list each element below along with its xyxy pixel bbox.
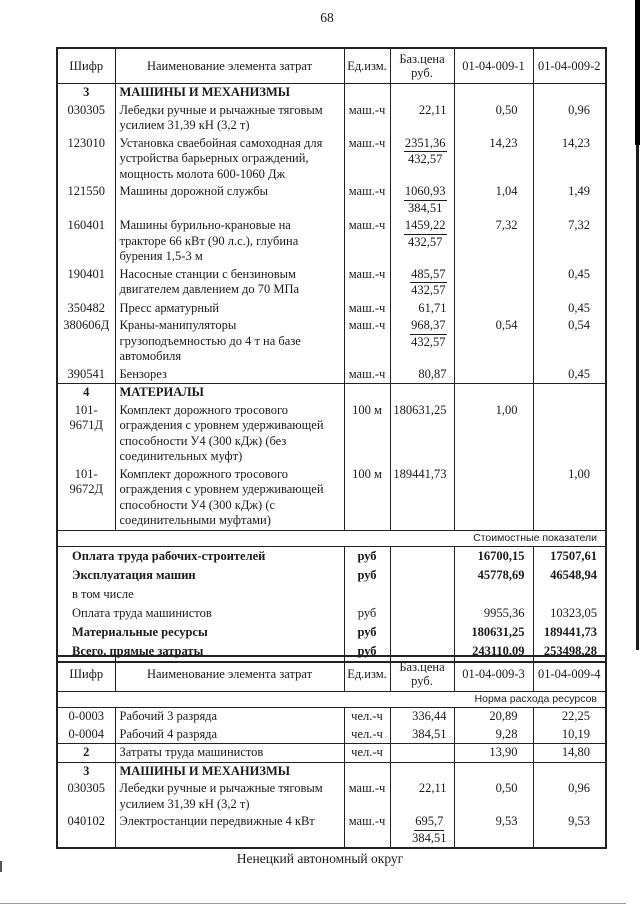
header-norm-1: 01-04-009-1 xyxy=(454,48,533,84)
cell-value-2: 0,54 xyxy=(533,317,606,366)
table-row xyxy=(57,266,606,300)
cell-unit: маш.-ч xyxy=(344,317,390,366)
cell-code: 101-9671Д xyxy=(57,402,115,466)
cell-name: Лебедки ручные и рычажные тяговым усилием 31,39 кН (3,2 т) xyxy=(115,780,344,813)
table-row xyxy=(57,102,606,135)
section-row-materials xyxy=(57,384,606,402)
cell-code: 030305 xyxy=(57,780,115,813)
cell-value-2 xyxy=(533,384,606,402)
summary-row xyxy=(57,566,606,585)
cell-value-2: 17507,61 xyxy=(533,546,606,566)
cell-value-1: 45778,69 xyxy=(454,566,533,585)
table-row xyxy=(57,300,606,318)
price-numerator: 968,37 xyxy=(410,318,446,335)
table2-header-row xyxy=(57,656,606,692)
cell-code: 380606Д xyxy=(57,317,115,366)
cell-value-1 xyxy=(454,466,533,531)
table-row xyxy=(57,217,606,266)
cell-value-2: 0,45 xyxy=(533,366,606,384)
cell-unit: маш.-ч xyxy=(344,366,390,384)
price-fraction xyxy=(410,318,446,350)
cell-price xyxy=(390,135,454,184)
cell-value-1 xyxy=(454,384,533,402)
cost-indicators-band-row xyxy=(57,530,606,546)
cell-price xyxy=(390,84,454,102)
cell-unit: чел.-ч xyxy=(344,726,390,744)
table-row xyxy=(57,813,606,848)
table-row xyxy=(57,183,606,217)
price-fraction xyxy=(410,267,446,299)
cell-code: 0-0003 xyxy=(57,708,115,726)
cell-value-2: 1,49 xyxy=(533,183,606,217)
norm-band: Норма расхода ресурсов xyxy=(57,692,606,708)
cell-value-1 xyxy=(454,266,533,300)
cell-price xyxy=(390,744,454,763)
cell-name: Машины дорожной службы xyxy=(115,183,344,217)
cell-value-1 xyxy=(454,762,533,780)
cell-value-2: 14,80 xyxy=(533,744,606,763)
cell-value-1: 243110,09 xyxy=(454,642,533,662)
table-row xyxy=(57,708,606,726)
header-code: Шифр xyxy=(57,48,115,84)
cell-value-2: 0,96 xyxy=(533,102,606,135)
scan-edge-artifact-mid xyxy=(636,145,639,650)
cell-name: Комплект дорожного тросового ограждения с уровнем удерживающей способности У4 (300 кДж) (без соединительных муфт) xyxy=(115,402,344,466)
header-norm-3: 01-04-009-3 xyxy=(454,656,533,692)
cell-name: Установка сваебойная самоходная для устройства барьерных ограждений, мощность молота 600-1060 Дж xyxy=(115,135,344,184)
cell-unit: маш.-ч xyxy=(344,183,390,217)
cell-price xyxy=(390,566,454,585)
cell-unit: чел.-ч xyxy=(344,744,390,763)
header-price: Баз.цена руб. xyxy=(390,48,454,84)
summary-row xyxy=(57,585,606,604)
cell-code: 121550 xyxy=(57,183,115,217)
cell-name: Краны-манипуляторы грузоподъемностью до 4 т на базе автомобиля xyxy=(115,317,344,366)
header-name: Наименование элемента затрат xyxy=(115,656,344,692)
cell-name: Комплект дорожного тросового ограждения с уровнем удерживающей способности У4 (300 кДж) (с соединительными муфтами) xyxy=(115,466,344,531)
cell-value-1: 9955,36 xyxy=(454,604,533,623)
cell-price: 336,44 xyxy=(390,708,454,726)
cell-unit: 100 м xyxy=(344,402,390,466)
cell-unit: руб xyxy=(344,623,390,642)
cell-name: Бензорез xyxy=(115,366,344,384)
cell-code: 040102 xyxy=(57,813,115,848)
cell-name: МАШИНЫ И МЕХАНИЗМЫ xyxy=(115,84,344,102)
cell-unit: чел.-ч xyxy=(344,708,390,726)
cell-unit: руб xyxy=(344,642,390,662)
header-code: Шифр xyxy=(57,656,115,692)
price-numerator: 695,7 xyxy=(414,814,444,831)
price-denominator: 384,51 xyxy=(412,830,447,845)
summary-label: Всего, прямые затраты xyxy=(57,642,344,662)
cell-value-2: 0,45 xyxy=(533,300,606,318)
summary-label: Материальные ресурсы xyxy=(57,623,344,642)
cell-value-1: 1,00 xyxy=(454,402,533,466)
header-unit: Ед.изм. xyxy=(344,48,390,84)
cell-unit: маш.-ч xyxy=(344,813,390,848)
table-row xyxy=(57,135,606,184)
cell-code: 350482 xyxy=(57,300,115,318)
cell-unit xyxy=(344,384,390,402)
cell-value-2 xyxy=(533,585,606,604)
cell-price xyxy=(390,762,454,780)
cell-value-2 xyxy=(533,84,606,102)
cell-name: Лебедки ручные и рычажные тяговым усилием 31,39 кН (3,2 т) xyxy=(115,102,344,135)
price-fraction xyxy=(412,814,446,846)
cell-code: 030305 xyxy=(57,102,115,135)
cell-value-1: 9,28 xyxy=(454,726,533,744)
cell-price: 384,51 xyxy=(390,726,454,744)
cell-name: Рабочий 3 разряда xyxy=(115,708,344,726)
cell-price xyxy=(390,384,454,402)
header-price: Баз.цена руб. xyxy=(390,656,454,692)
cell-code: 3 xyxy=(57,762,115,780)
section-row-operators xyxy=(57,744,606,763)
cell-unit: маш.-ч xyxy=(344,266,390,300)
cost-table-2 xyxy=(56,655,607,849)
cell-value-2: 46548,94 xyxy=(533,566,606,585)
cell-value-1: 20,89 xyxy=(454,708,533,726)
cell-price: 61,71 xyxy=(390,300,454,318)
section-row-machines xyxy=(57,762,606,780)
cell-value-2: 1,00 xyxy=(533,466,606,531)
cell-name: Рабочий 4 разряда xyxy=(115,726,344,744)
cell-code: 390541 xyxy=(57,366,115,384)
table-row xyxy=(57,780,606,813)
cell-price: 22,11 xyxy=(390,102,454,135)
cell-code: 0-0004 xyxy=(57,726,115,744)
cell-value-1: 16700,15 xyxy=(454,546,533,566)
summary-label: Эксплуатация машин xyxy=(57,566,344,585)
price-denominator: 432,57 xyxy=(411,283,446,297)
cell-unit xyxy=(344,585,390,604)
table1-header-row xyxy=(57,48,606,84)
price-denominator: 432,57 xyxy=(411,334,446,349)
cell-price: 189441,73 xyxy=(390,466,454,531)
cell-price xyxy=(390,183,454,217)
cell-value-2: 253498,28 xyxy=(533,642,606,662)
cell-value-1: 180631,25 xyxy=(454,623,533,642)
cell-price xyxy=(390,317,454,366)
price-denominator: 432,57 xyxy=(408,234,443,249)
cell-unit: маш.-ч xyxy=(344,217,390,266)
cell-value-2: 9,53 xyxy=(533,813,606,848)
cell-price: 22,11 xyxy=(390,780,454,813)
cell-value-1: 13,90 xyxy=(454,744,533,763)
cell-unit: маш.-ч xyxy=(344,300,390,318)
cell-name: Затраты труда машинистов xyxy=(115,744,344,763)
cell-value-2: 189441,73 xyxy=(533,623,606,642)
scan-edge-artifact-top xyxy=(635,0,640,145)
cell-value-1: 9,53 xyxy=(454,813,533,848)
cell-value-1: 7,32 xyxy=(454,217,533,266)
cell-price xyxy=(390,266,454,300)
table-row xyxy=(57,402,606,466)
cell-unit: руб xyxy=(344,604,390,623)
cell-value-1 xyxy=(454,366,533,384)
cell-value-2: 10,19 xyxy=(533,726,606,744)
cell-price xyxy=(390,813,454,848)
summary-row xyxy=(57,623,606,642)
cell-value-1: 14,23 xyxy=(454,135,533,184)
cell-unit: руб xyxy=(344,546,390,566)
section-row-machines xyxy=(57,84,606,102)
cell-unit: 100 м xyxy=(344,466,390,531)
cell-name: Пресс арматурный xyxy=(115,300,344,318)
cell-price xyxy=(390,546,454,566)
region-footer: Ненецкий автономный округ xyxy=(236,851,404,866)
header-norm-4: 01-04-009-4 xyxy=(533,656,606,692)
cell-value-1: 1,04 xyxy=(454,183,533,217)
price-denominator: 432,57 xyxy=(408,152,443,166)
cell-value-1: 0,50 xyxy=(454,780,533,813)
cell-price xyxy=(390,604,454,623)
cell-price xyxy=(390,217,454,266)
summary-row xyxy=(57,604,606,623)
scan-edge-artifact-left xyxy=(0,861,2,872)
cell-value-1 xyxy=(454,585,533,604)
cell-code: 190401 xyxy=(57,266,115,300)
cell-value-2: 0,45 xyxy=(533,266,606,300)
cell-price xyxy=(390,585,454,604)
cell-code: 3 xyxy=(57,84,115,102)
cell-code: 101-9672Д xyxy=(57,466,115,531)
cell-value-2: 10323,05 xyxy=(533,604,606,623)
page-number: 68 xyxy=(320,10,334,25)
cell-unit xyxy=(344,84,390,102)
cell-unit: маш.-ч xyxy=(344,102,390,135)
cell-unit: маш.-ч xyxy=(344,135,390,184)
price-numerator: 1060,93 xyxy=(404,184,447,201)
price-fraction xyxy=(404,136,447,168)
cell-value-2 xyxy=(533,762,606,780)
cell-name: МАШИНЫ И МЕХАНИЗМЫ xyxy=(115,762,344,780)
header-name: Наименование элемента затрат xyxy=(115,48,344,84)
price-fraction xyxy=(404,184,447,216)
cell-unit: руб xyxy=(344,566,390,585)
cell-name: МАТЕРИАЛЫ xyxy=(115,384,344,402)
price-fraction xyxy=(404,218,447,250)
price-numerator: 485,57 xyxy=(410,267,446,284)
price-numerator: 2351,36 xyxy=(404,136,447,153)
summary-label: Оплата труда машинистов xyxy=(57,604,344,623)
table-row xyxy=(57,726,606,744)
cell-value-1: 0,54 xyxy=(454,317,533,366)
price-denominator: 384,51 xyxy=(408,200,443,215)
cell-code: 4 xyxy=(57,384,115,402)
cell-name: Машины бурильно-крановые на тракторе 66 кВт (90 л.с.), глубина бурения 1,5-3 м xyxy=(115,217,344,266)
cell-price xyxy=(390,623,454,642)
norm-band-row xyxy=(57,692,606,708)
summary-label: Оплата труда рабочих-строителей xyxy=(57,546,344,566)
header-unit: Ед.изм. xyxy=(344,656,390,692)
cell-name: Электростанции передвижные 4 кВт xyxy=(115,813,344,848)
cell-value-1 xyxy=(454,84,533,102)
cell-value-2: 14,23 xyxy=(533,135,606,184)
cost-table-1 xyxy=(56,47,607,663)
cell-code: 123010 xyxy=(57,135,115,184)
cell-value-2: 0,96 xyxy=(533,780,606,813)
cell-code: 2 xyxy=(57,744,115,763)
cell-price: 180631,25 xyxy=(390,402,454,466)
header-norm-2: 01-04-009-2 xyxy=(533,48,606,84)
table-row xyxy=(57,317,606,366)
cost-indicators-band: Стоимостные показатели xyxy=(57,530,606,546)
cell-price: 80,87 xyxy=(390,366,454,384)
summary-label: в том числе xyxy=(57,585,344,604)
cell-value-2: 22,25 xyxy=(533,708,606,726)
summary-row xyxy=(57,546,606,566)
cell-value-2 xyxy=(533,402,606,466)
scan-edge-artifact-bottom xyxy=(0,903,626,904)
cell-name: Насосные станции с бензиновым двигателем давлением до 70 МПа xyxy=(115,266,344,300)
cell-value-2: 7,32 xyxy=(533,217,606,266)
cell-unit: маш.-ч xyxy=(344,780,390,813)
cell-value-1: 0,50 xyxy=(454,102,533,135)
cell-value-1 xyxy=(454,300,533,318)
table-row xyxy=(57,366,606,384)
cell-unit xyxy=(344,762,390,780)
cell-code: 160401 xyxy=(57,217,115,266)
table-row xyxy=(57,466,606,531)
price-numerator: 1459,22 xyxy=(404,218,447,235)
